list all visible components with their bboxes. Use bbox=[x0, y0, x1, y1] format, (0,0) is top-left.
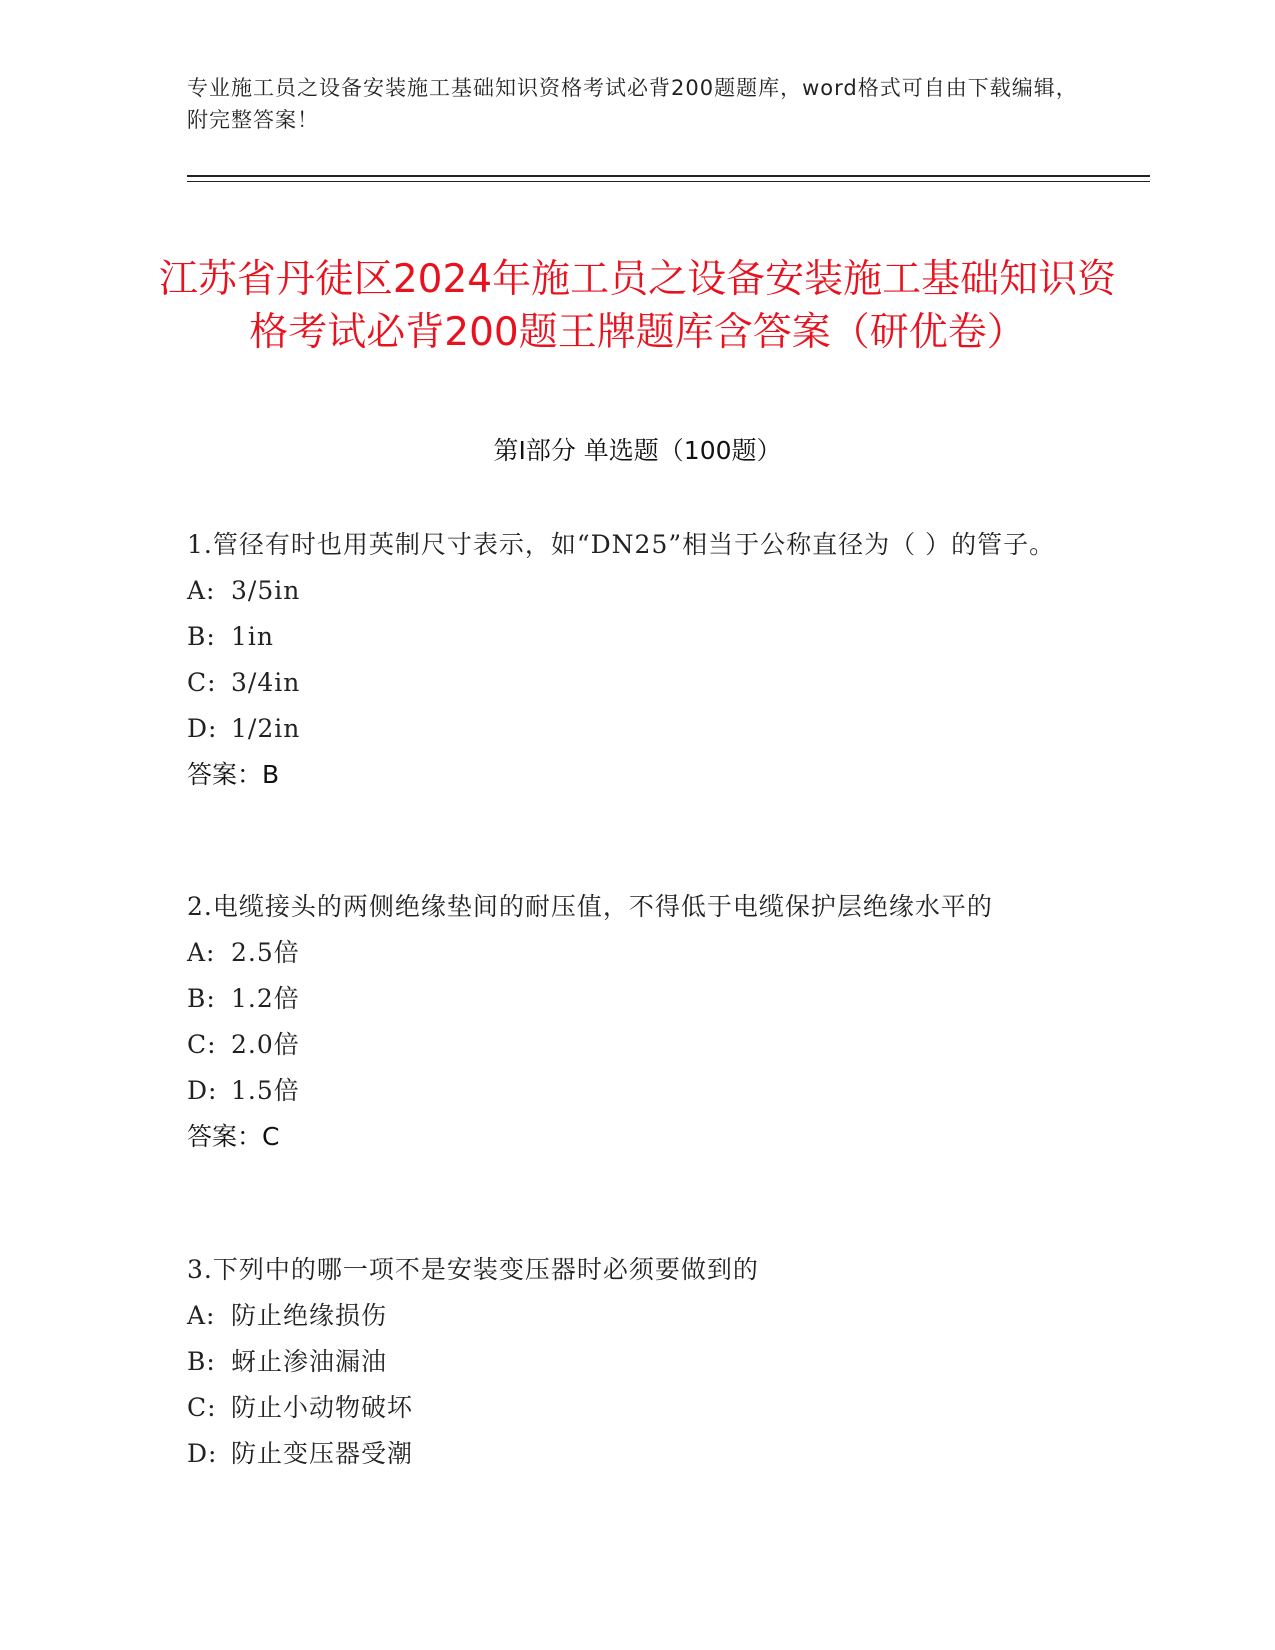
answer-line: 答案：B bbox=[187, 760, 280, 789]
option-c bbox=[187, 1022, 1087, 1068]
option-key: A: bbox=[187, 1301, 216, 1330]
option-c bbox=[187, 1385, 1087, 1431]
option-b bbox=[187, 1339, 1087, 1385]
option-text: 2.5倍 bbox=[231, 938, 300, 967]
question-stem: 3.下列中的哪一项不是安装变压器时必须要做到的 bbox=[187, 1255, 759, 1284]
option-b bbox=[187, 976, 1087, 1022]
option-text: 2.0倍 bbox=[231, 1030, 300, 1059]
option-text: 3/5in bbox=[231, 576, 301, 605]
question-3 bbox=[187, 1247, 1087, 1477]
option-text: 防止变压器受潮 bbox=[231, 1439, 414, 1468]
question-stem: 1.管径有时也用英制尺寸表示，如“DN25”相当于公称直径为（ ）的管子。 bbox=[187, 530, 1056, 559]
header-note: 专业施工员之设备安装施工基础知识资格考试必背200题题库，word格式可自由下载编辑，附完整答案！ bbox=[187, 76, 1078, 132]
option-key: A: bbox=[187, 938, 216, 967]
option-text: 3/4in bbox=[231, 668, 301, 697]
option-text: 1.5倍 bbox=[231, 1076, 300, 1105]
option-key: D: bbox=[187, 1439, 218, 1468]
option-text: 1/2in bbox=[231, 714, 301, 743]
option-text: 防止绝缘损伤 bbox=[231, 1301, 388, 1330]
option-text: 1in bbox=[231, 622, 275, 651]
option-d bbox=[187, 1068, 1087, 1114]
question-2 bbox=[187, 884, 1087, 1160]
question-stem: 2.电缆接头的两侧绝缘垫间的耐压值，不得低于电缆保护层绝缘水平的 bbox=[187, 892, 993, 921]
header-rule-thin bbox=[187, 181, 1150, 182]
option-key: D: bbox=[187, 714, 218, 743]
option-text: 防止小动物破坏 bbox=[231, 1393, 414, 1422]
answer-line: 答案：C bbox=[187, 1122, 280, 1151]
option-key: B: bbox=[187, 984, 216, 1013]
option-a bbox=[187, 568, 1087, 614]
option-key: A: bbox=[187, 576, 216, 605]
header-rule-thick bbox=[187, 175, 1150, 177]
option-b bbox=[187, 614, 1087, 660]
option-key: C: bbox=[187, 668, 217, 697]
option-key: C: bbox=[187, 1393, 217, 1422]
option-key: B: bbox=[187, 622, 216, 651]
option-d bbox=[187, 1431, 1087, 1477]
option-c bbox=[187, 660, 1087, 706]
option-a bbox=[187, 930, 1087, 976]
option-d bbox=[187, 706, 1087, 752]
question-1 bbox=[187, 522, 1087, 798]
option-key: B: bbox=[187, 1347, 216, 1376]
section-heading: 第Ⅰ部分 单选题（100题） bbox=[493, 436, 782, 465]
option-key: D: bbox=[187, 1076, 218, 1105]
option-text: 1.2倍 bbox=[231, 984, 300, 1013]
option-a bbox=[187, 1293, 1087, 1339]
option-key: C: bbox=[187, 1030, 217, 1059]
document-title: 江苏省丹徒区2024年施工员之设备安装施工基础知识资格考试必背200题王牌题库含答案（研优卷） bbox=[158, 257, 1117, 356]
option-text: 蚜止渗油漏油 bbox=[231, 1347, 388, 1376]
